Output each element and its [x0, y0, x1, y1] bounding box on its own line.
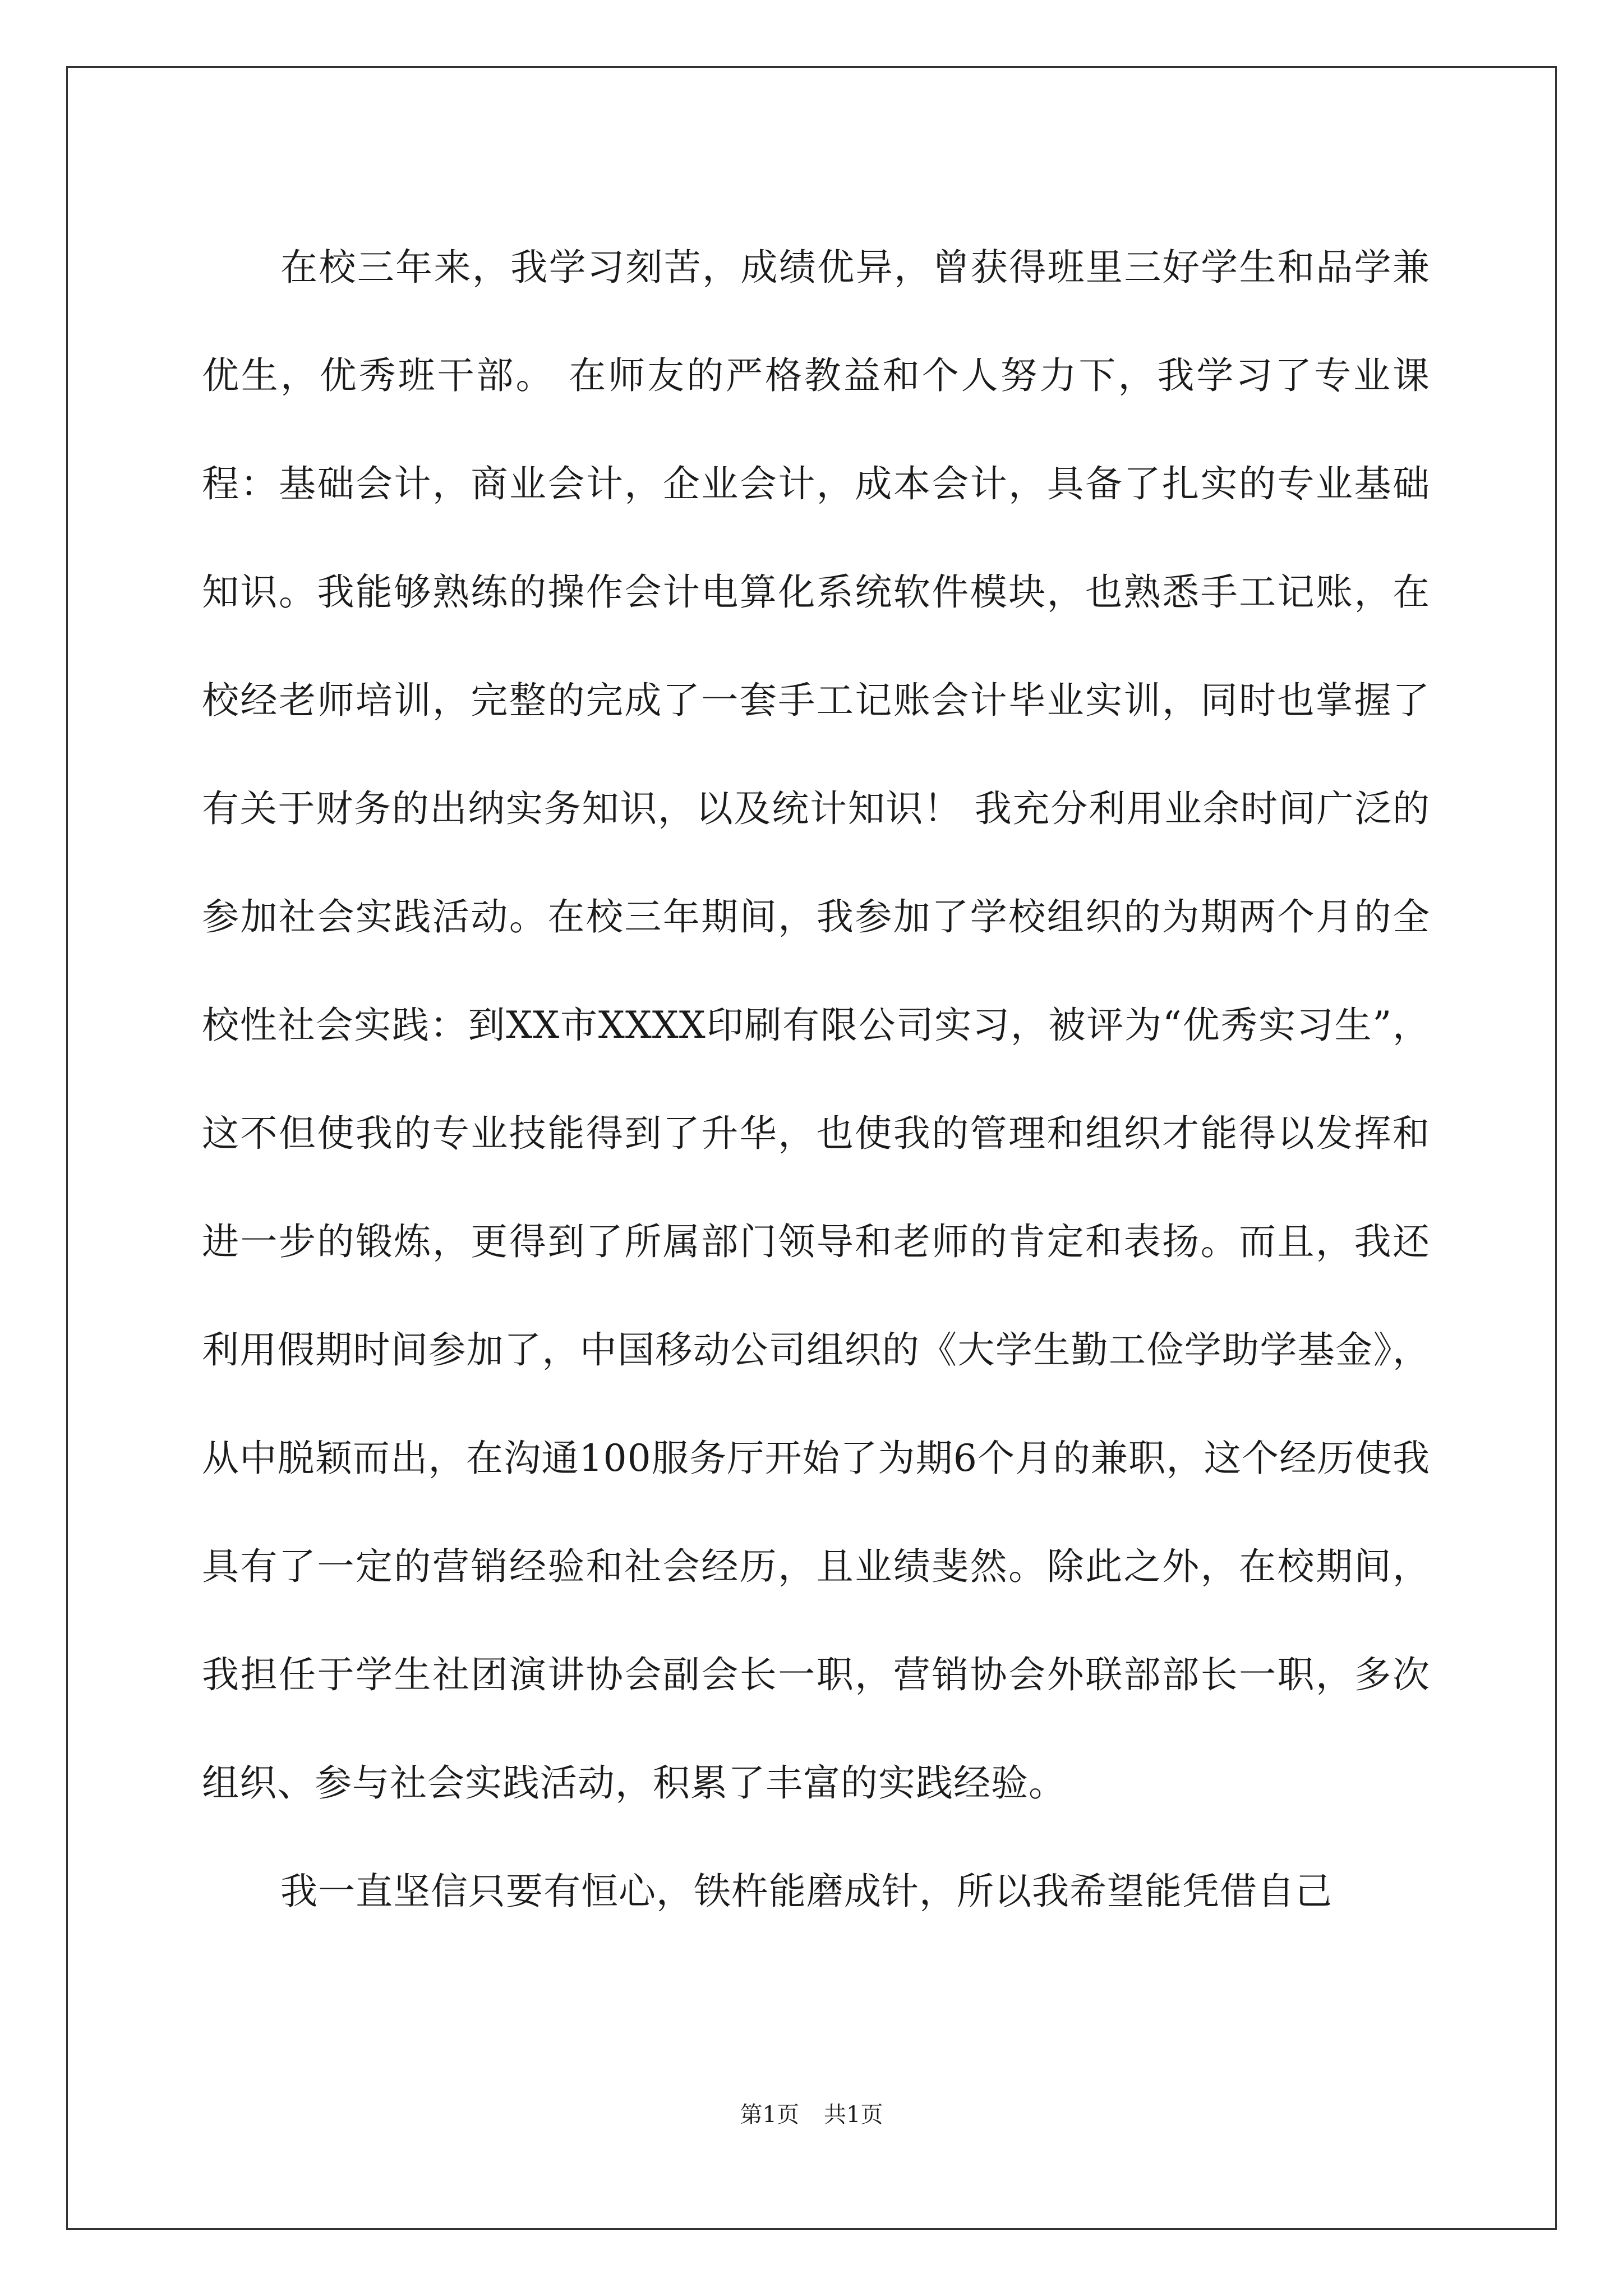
paragraph-1: 在校三年来，我学习刻苦，成绩优异，曾获得班里三好学生和品学兼优生，优秀班干部。 在师友的严格教益和个人努力下，我学习了专业课程：基础会计，商业会计，企业会计，成本会计，具备了扎实的专业基础知识。我能够熟练的操作会计电算化系统软件模块，也熟悉手工记账，在校经老师培训，完整的完成了一套手工记账会计毕业实训，同时也掌握了有关于财务的出纳实务知识，以及统计知识！ 我充分利用业余时间广泛的参加社会实践活动。在校三年期间，我参加了学校组织的为期两个月的全校性社会实践：到XX市XXXX印刷有限公司实习，被评为“优秀实习生”，这不但使我的专业技能得到了升华，也使我的管理和组织才能得以发挥和进一步的锻炼，更得到了所属部门领导和老师的肯定和表扬。而且，我还利用假期时间参加了，中国移动公司组织的《大学生勤工俭学助学基金》，从中脱颖而出，在沟通100服务厅开始了为期6个月的兼职，这个经历使我具有了一定的营销经验和社会经历，且业绩斐然。除此之外，在校期间，我担任于学生社团演讲协会副会长一职，营销协会外联部部长一职，多次组织、参与社会实践活动，积累了丰富的实践经验。: [202, 246, 1430, 1805]
page-total: 共1页: [824, 2102, 883, 2128]
document-body: [202, 213, 1430, 1945]
page-number: 第1页: [740, 2102, 799, 2128]
paragraph-2: 我一直坚信只要有恒心，铁杵能磨成针，所以我希望能凭借自己: [280, 1870, 1332, 1913]
page-footer: [0, 2098, 1623, 2132]
